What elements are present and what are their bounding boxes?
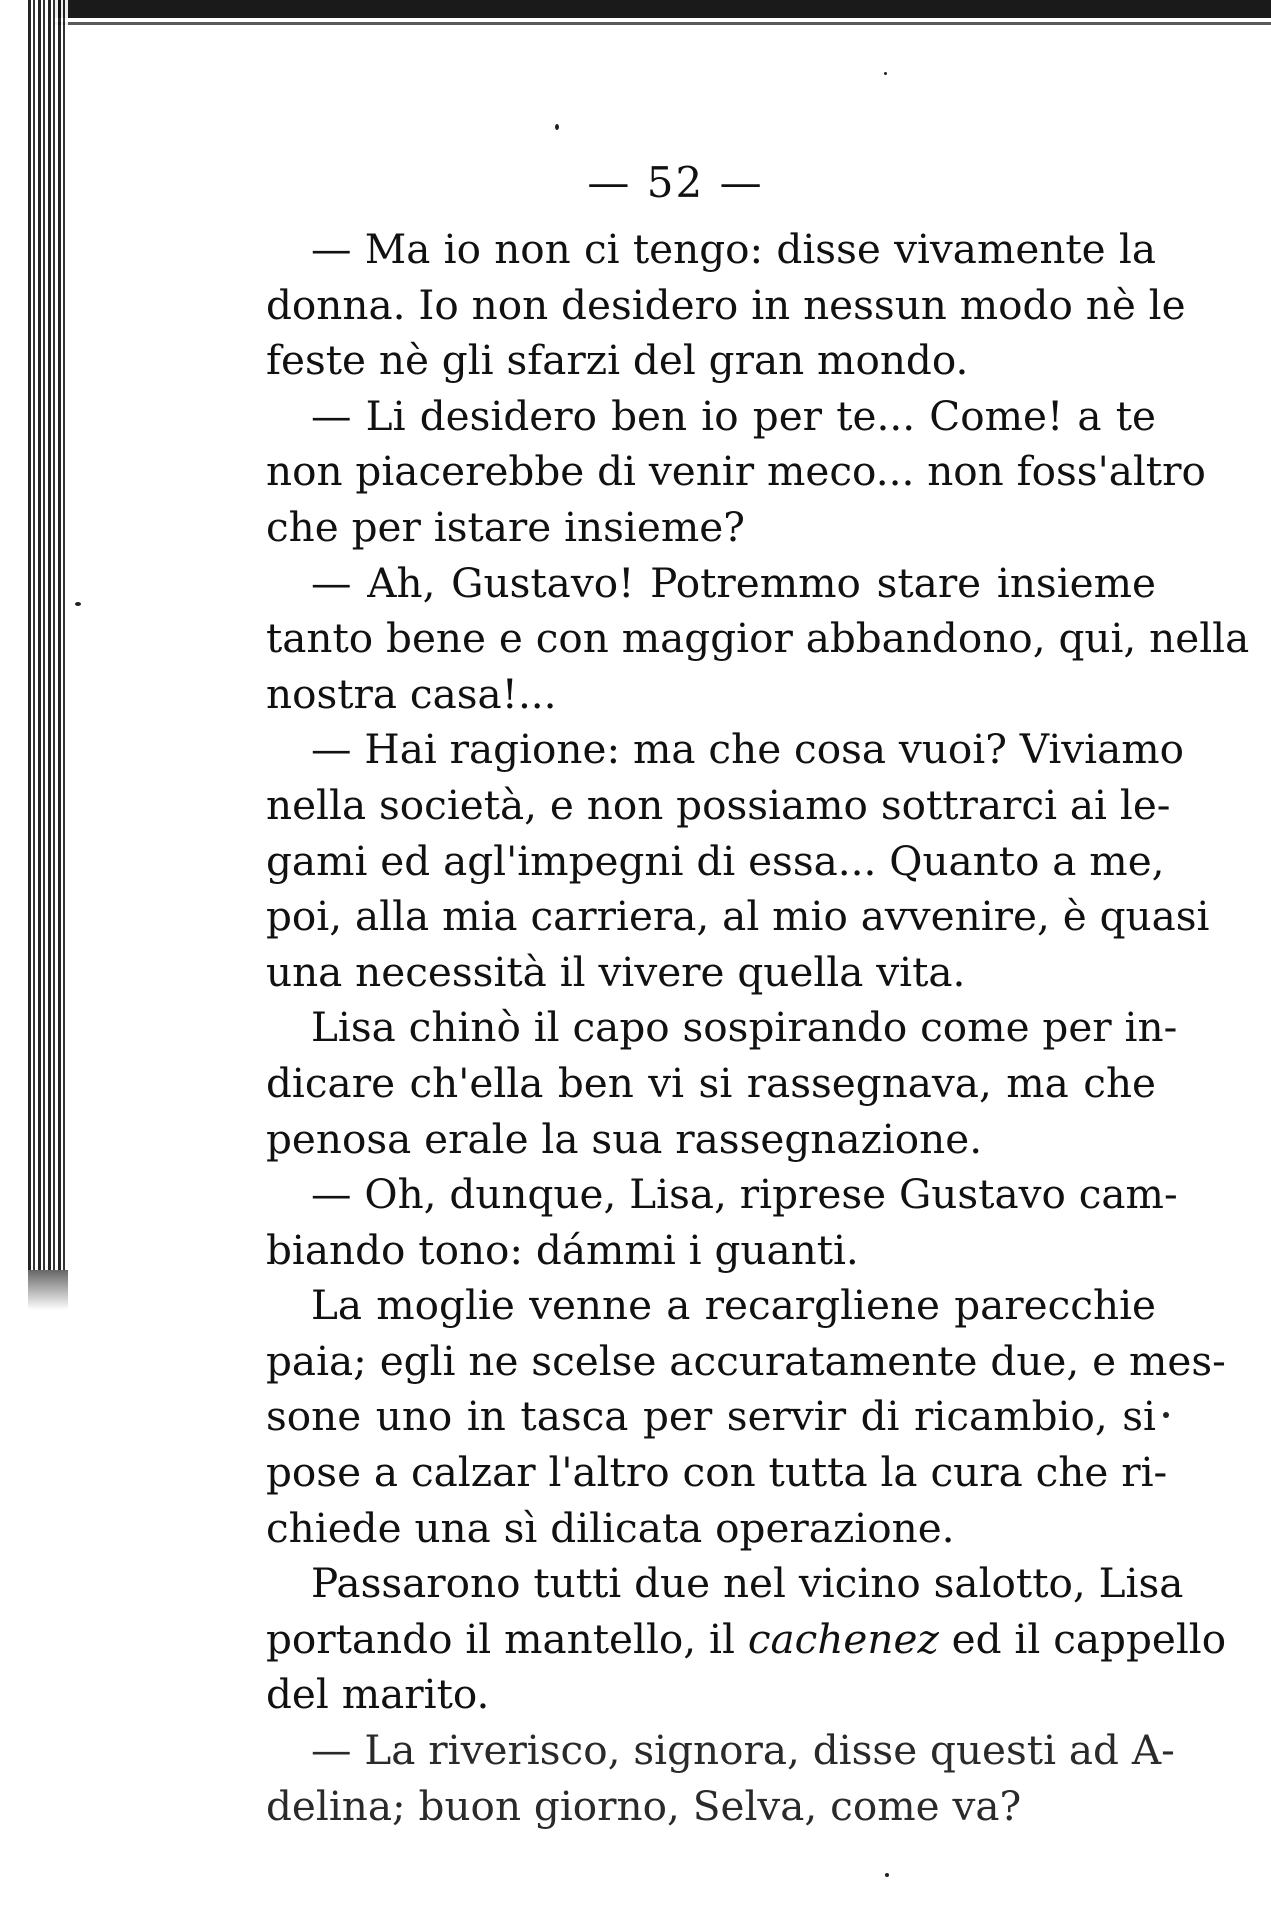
scan-top-border-thin <box>55 22 1271 25</box>
text-line: che per istare insieme? <box>266 502 745 551</box>
scan-speck <box>75 602 81 606</box>
scan-speck <box>885 1873 889 1877</box>
text-line: pose a calzar l'altro con tutta la cura che ri- <box>266 1448 1168 1497</box>
text-line: — Oh, dunque, Lisa, riprese Gustavo cam- <box>311 1170 1178 1219</box>
text-line: del marito. <box>266 1670 490 1719</box>
scan-top-border <box>55 0 1271 18</box>
text-line: La moglie venne a recargliene parecchie <box>311 1281 1156 1330</box>
text-line: nella società, e non possiamo sottrarci ai le- <box>266 780 1171 829</box>
scan-speck <box>555 124 559 130</box>
text-line: sone uno in tasca per servir di ricambio, si <box>266 1392 1156 1441</box>
text-line: gami ed agl'impegni di essa... Quanto a me, <box>266 836 1165 885</box>
text-line: portando il mantello, il cachenez ed il cappello <box>266 1614 1227 1663</box>
text-line: chiede una sì dilicata operazione. <box>266 1503 955 1552</box>
text-line: — Ah, Gustavo! Potremmo stare insieme <box>311 558 1156 607</box>
text-line: poi, alla mia carriera, al mio avvenire, è quasi <box>266 892 1210 941</box>
text-line: biando tono: dámmi i guanti. <box>266 1225 859 1274</box>
body-text <box>266 222 1250 1834</box>
scan-speck <box>1163 1412 1169 1418</box>
text-line: donna. Io non desidero in nessun modo nè le <box>266 280 1186 329</box>
text-line: — La riverisco, signora, disse questi ad A- <box>311 1726 1175 1775</box>
scan-speck <box>884 72 887 75</box>
text-line: paia; egli ne scelse accuratamente due, e mes- <box>266 1336 1226 1385</box>
page-number: — 52 — <box>587 158 764 207</box>
text-line: tanto bene e con maggior abbandono, qui, nella <box>266 614 1250 663</box>
italic-word: cachenez <box>747 1614 939 1663</box>
text-line: — Hai ragione: ma che cosa vuoi? Viviamo <box>311 725 1185 774</box>
text-line: — Ma io non ci tengo: disse vivamente la <box>311 225 1156 273</box>
text-line: Passarono tutti due nel vicino salotto, Lisa <box>311 1559 1184 1608</box>
book-spine-fade <box>28 1270 68 1310</box>
text-line: Lisa chinò il capo sospirando come per in- <box>311 1003 1178 1052</box>
text-line: feste nè gli sfarzi del gran mondo. <box>266 336 969 385</box>
text-line: nostra casa!... <box>266 669 557 718</box>
text-line: una necessità il vivere quella vita. <box>266 947 966 996</box>
text-line: non piacerebbe di venir meco... non foss'altro <box>266 447 1206 496</box>
text-line: delina; buon giorno, Selva, come va? <box>266 1781 1022 1830</box>
text-line: — Li desidero ben io per te... Come! a te <box>311 391 1156 440</box>
text-line: dicare ch'ella ben vi si rassegnava, ma che <box>266 1058 1156 1107</box>
text-line: penosa erale la sua rassegnazione. <box>266 1114 983 1163</box>
